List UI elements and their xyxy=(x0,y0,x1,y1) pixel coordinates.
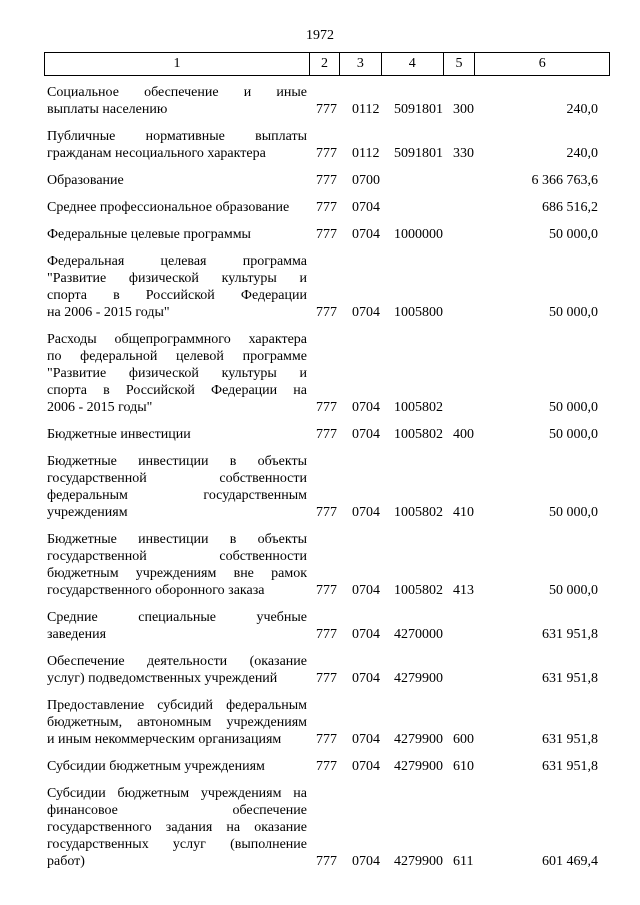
row-col-6: 631 951,8 xyxy=(542,732,598,747)
row-col-5: 413 xyxy=(453,583,474,598)
row-col-2: 777 xyxy=(316,200,337,215)
row-col-6: 601 469,4 xyxy=(542,854,598,869)
row-col-3: 0704 xyxy=(352,305,380,320)
row-name-line: государственного задания на оказание xyxy=(47,820,307,835)
row-col-4: 4279900 xyxy=(394,732,443,747)
row-name-line: федеральным государственным xyxy=(47,488,307,503)
row-name-line: учреждениям xyxy=(47,505,128,520)
row-col-2: 777 xyxy=(316,305,337,320)
row-name-line: государственной собственности xyxy=(47,549,307,564)
row-name-line: бюджетным учреждениям вне рамок xyxy=(47,566,307,581)
header-col-5: 5 xyxy=(444,53,476,75)
row-col-3: 0112 xyxy=(352,146,380,161)
row-name-line: на 2006 - 2015 годы" xyxy=(47,305,170,320)
row-col-2: 777 xyxy=(316,671,337,686)
row-col-3: 0704 xyxy=(352,400,380,415)
row-name-line: выплаты населению xyxy=(47,102,168,117)
row-col-3: 0704 xyxy=(352,671,380,686)
row-name-line: и иным некоммерческим организациям xyxy=(47,732,282,747)
row-col-4: 5091801 xyxy=(394,102,443,117)
row-col-6: 50 000,0 xyxy=(549,305,598,320)
row-name-line: финансовое обеспечение xyxy=(47,803,307,818)
row-col-6: 50 000,0 xyxy=(549,227,598,242)
row-col-6: 6 366 763,6 xyxy=(531,173,598,188)
row-col-5: 300 xyxy=(453,102,474,117)
row-name-line: Расходы общепрограммного характера xyxy=(47,332,307,347)
row-name-line: гражданам несоциального характера xyxy=(47,146,266,161)
row-name-line: Публичные нормативные выплаты xyxy=(47,129,307,144)
row-col-5: 410 xyxy=(453,505,474,520)
row-name-line: Социальное обеспечение и иные xyxy=(47,85,307,100)
row-col-5: 600 xyxy=(453,732,474,747)
row-col-3: 0704 xyxy=(352,200,380,215)
table-row xyxy=(0,785,640,870)
table-row xyxy=(0,84,640,118)
row-name-line: Предоставление субсидий федеральным xyxy=(47,698,307,713)
table-row xyxy=(0,609,640,643)
row-col-5: 610 xyxy=(453,759,474,774)
row-name-line: работ) xyxy=(47,854,85,869)
row-col-2: 777 xyxy=(316,759,337,774)
row-col-6: 631 951,8 xyxy=(542,759,598,774)
row-name-line: Обеспечение деятельности (оказание xyxy=(47,654,307,669)
table-row xyxy=(0,653,640,687)
header-col-1: 1 xyxy=(45,53,310,75)
row-name-line: Субсидии бюджетным учреждениям xyxy=(47,759,265,774)
row-name-line: Бюджетные инвестиции в объекты xyxy=(47,454,307,469)
row-col-2: 777 xyxy=(316,173,337,188)
row-name-line: услуг) подведомственных учреждений xyxy=(47,671,278,686)
table-row xyxy=(0,199,640,216)
row-name-line: Субсидии бюджетным учреждениям на xyxy=(47,786,307,801)
row-col-5: 400 xyxy=(453,427,474,442)
header-col-4: 4 xyxy=(382,53,444,75)
row-col-4: 1005800 xyxy=(394,305,443,320)
row-col-5: 330 xyxy=(453,146,474,161)
page-number: 1972 xyxy=(306,28,334,43)
row-name-line: государственного оборонного заказа xyxy=(47,583,265,598)
row-name-line: заведения xyxy=(47,627,107,642)
row-name-line: Средние специальные учебные xyxy=(47,610,307,625)
table-row xyxy=(0,253,640,321)
table-row xyxy=(0,426,640,443)
header-col-2: 2 xyxy=(310,53,340,75)
row-col-3: 0704 xyxy=(352,583,380,598)
row-col-2: 777 xyxy=(316,102,337,117)
row-col-3: 0704 xyxy=(352,227,380,242)
row-col-4: 1005802 xyxy=(394,505,443,520)
table-body xyxy=(0,84,640,880)
row-col-3: 0704 xyxy=(352,627,380,642)
table-row xyxy=(0,172,640,189)
table-row xyxy=(0,453,640,521)
row-col-4: 1005802 xyxy=(394,427,443,442)
row-col-4: 1000000 xyxy=(394,227,443,242)
row-col-6: 50 000,0 xyxy=(549,400,598,415)
row-col-2: 777 xyxy=(316,400,337,415)
row-name-line: государственной собственности xyxy=(47,471,307,486)
table-row xyxy=(0,531,640,599)
row-col-2: 777 xyxy=(316,854,337,869)
table-header xyxy=(44,52,610,76)
row-col-3: 0704 xyxy=(352,854,380,869)
table-row xyxy=(0,697,640,748)
row-name-line: государственных услуг (выполнение xyxy=(47,837,307,852)
row-name-line: бюджетным, автономным учреждениям xyxy=(47,715,307,730)
row-col-6: 50 000,0 xyxy=(549,583,598,598)
row-name-line: "Развитие физической культуры и xyxy=(47,366,307,381)
row-col-3: 0700 xyxy=(352,173,380,188)
table-row xyxy=(0,128,640,162)
row-col-6: 686 516,2 xyxy=(542,200,598,215)
row-col-5: 611 xyxy=(453,854,474,869)
row-col-2: 777 xyxy=(316,505,337,520)
header-col-6: 6 xyxy=(538,56,546,71)
row-name-line: Бюджетные инвестиции xyxy=(47,427,191,442)
row-col-4: 4279900 xyxy=(394,671,443,686)
row-name-line: спорта в Российской Федерации на xyxy=(47,383,307,398)
row-col-4: 1005802 xyxy=(394,583,443,598)
row-col-6: 50 000,0 xyxy=(549,505,598,520)
row-col-3: 0704 xyxy=(352,759,380,774)
row-name-line: спорта в Российской Федерации xyxy=(47,288,307,303)
row-name-line: Образование xyxy=(47,173,124,188)
row-name-line: 2006 - 2015 годы" xyxy=(47,400,153,415)
table-row xyxy=(0,758,640,775)
row-name-line: "Развитие физической культуры и xyxy=(47,271,307,286)
row-col-4: 4279900 xyxy=(394,759,443,774)
table-row xyxy=(0,331,640,416)
row-col-3: 0704 xyxy=(352,427,380,442)
row-col-2: 777 xyxy=(316,427,337,442)
row-col-2: 777 xyxy=(316,732,337,747)
row-col-4: 1005802 xyxy=(394,400,443,415)
row-name-line: по федеральной целевой программе xyxy=(47,349,307,364)
row-name-line: Среднее профессиональное образование xyxy=(47,200,290,215)
header-col-3: 3 xyxy=(340,53,382,75)
row-col-3: 0704 xyxy=(352,505,380,520)
row-name-line: Федеральные целевые программы xyxy=(47,227,251,242)
row-col-6: 631 951,8 xyxy=(542,671,598,686)
row-col-2: 777 xyxy=(316,146,337,161)
row-col-2: 777 xyxy=(316,227,337,242)
row-col-4: 4270000 xyxy=(394,627,443,642)
row-col-4: 4279900 xyxy=(394,854,443,869)
row-name-line: Федеральная целевая программа xyxy=(47,254,307,269)
row-col-2: 777 xyxy=(316,583,337,598)
row-col-6: 631 951,8 xyxy=(542,627,598,642)
table-row xyxy=(0,226,640,243)
row-col-3: 0112 xyxy=(352,102,380,117)
row-name-line: Бюджетные инвестиции в объекты xyxy=(47,532,307,547)
row-col-4: 5091801 xyxy=(394,146,443,161)
row-col-6: 50 000,0 xyxy=(549,427,598,442)
row-col-6: 240,0 xyxy=(566,146,598,161)
row-col-6: 240,0 xyxy=(566,102,598,117)
row-col-3: 0704 xyxy=(352,732,380,747)
row-col-2: 777 xyxy=(316,627,337,642)
